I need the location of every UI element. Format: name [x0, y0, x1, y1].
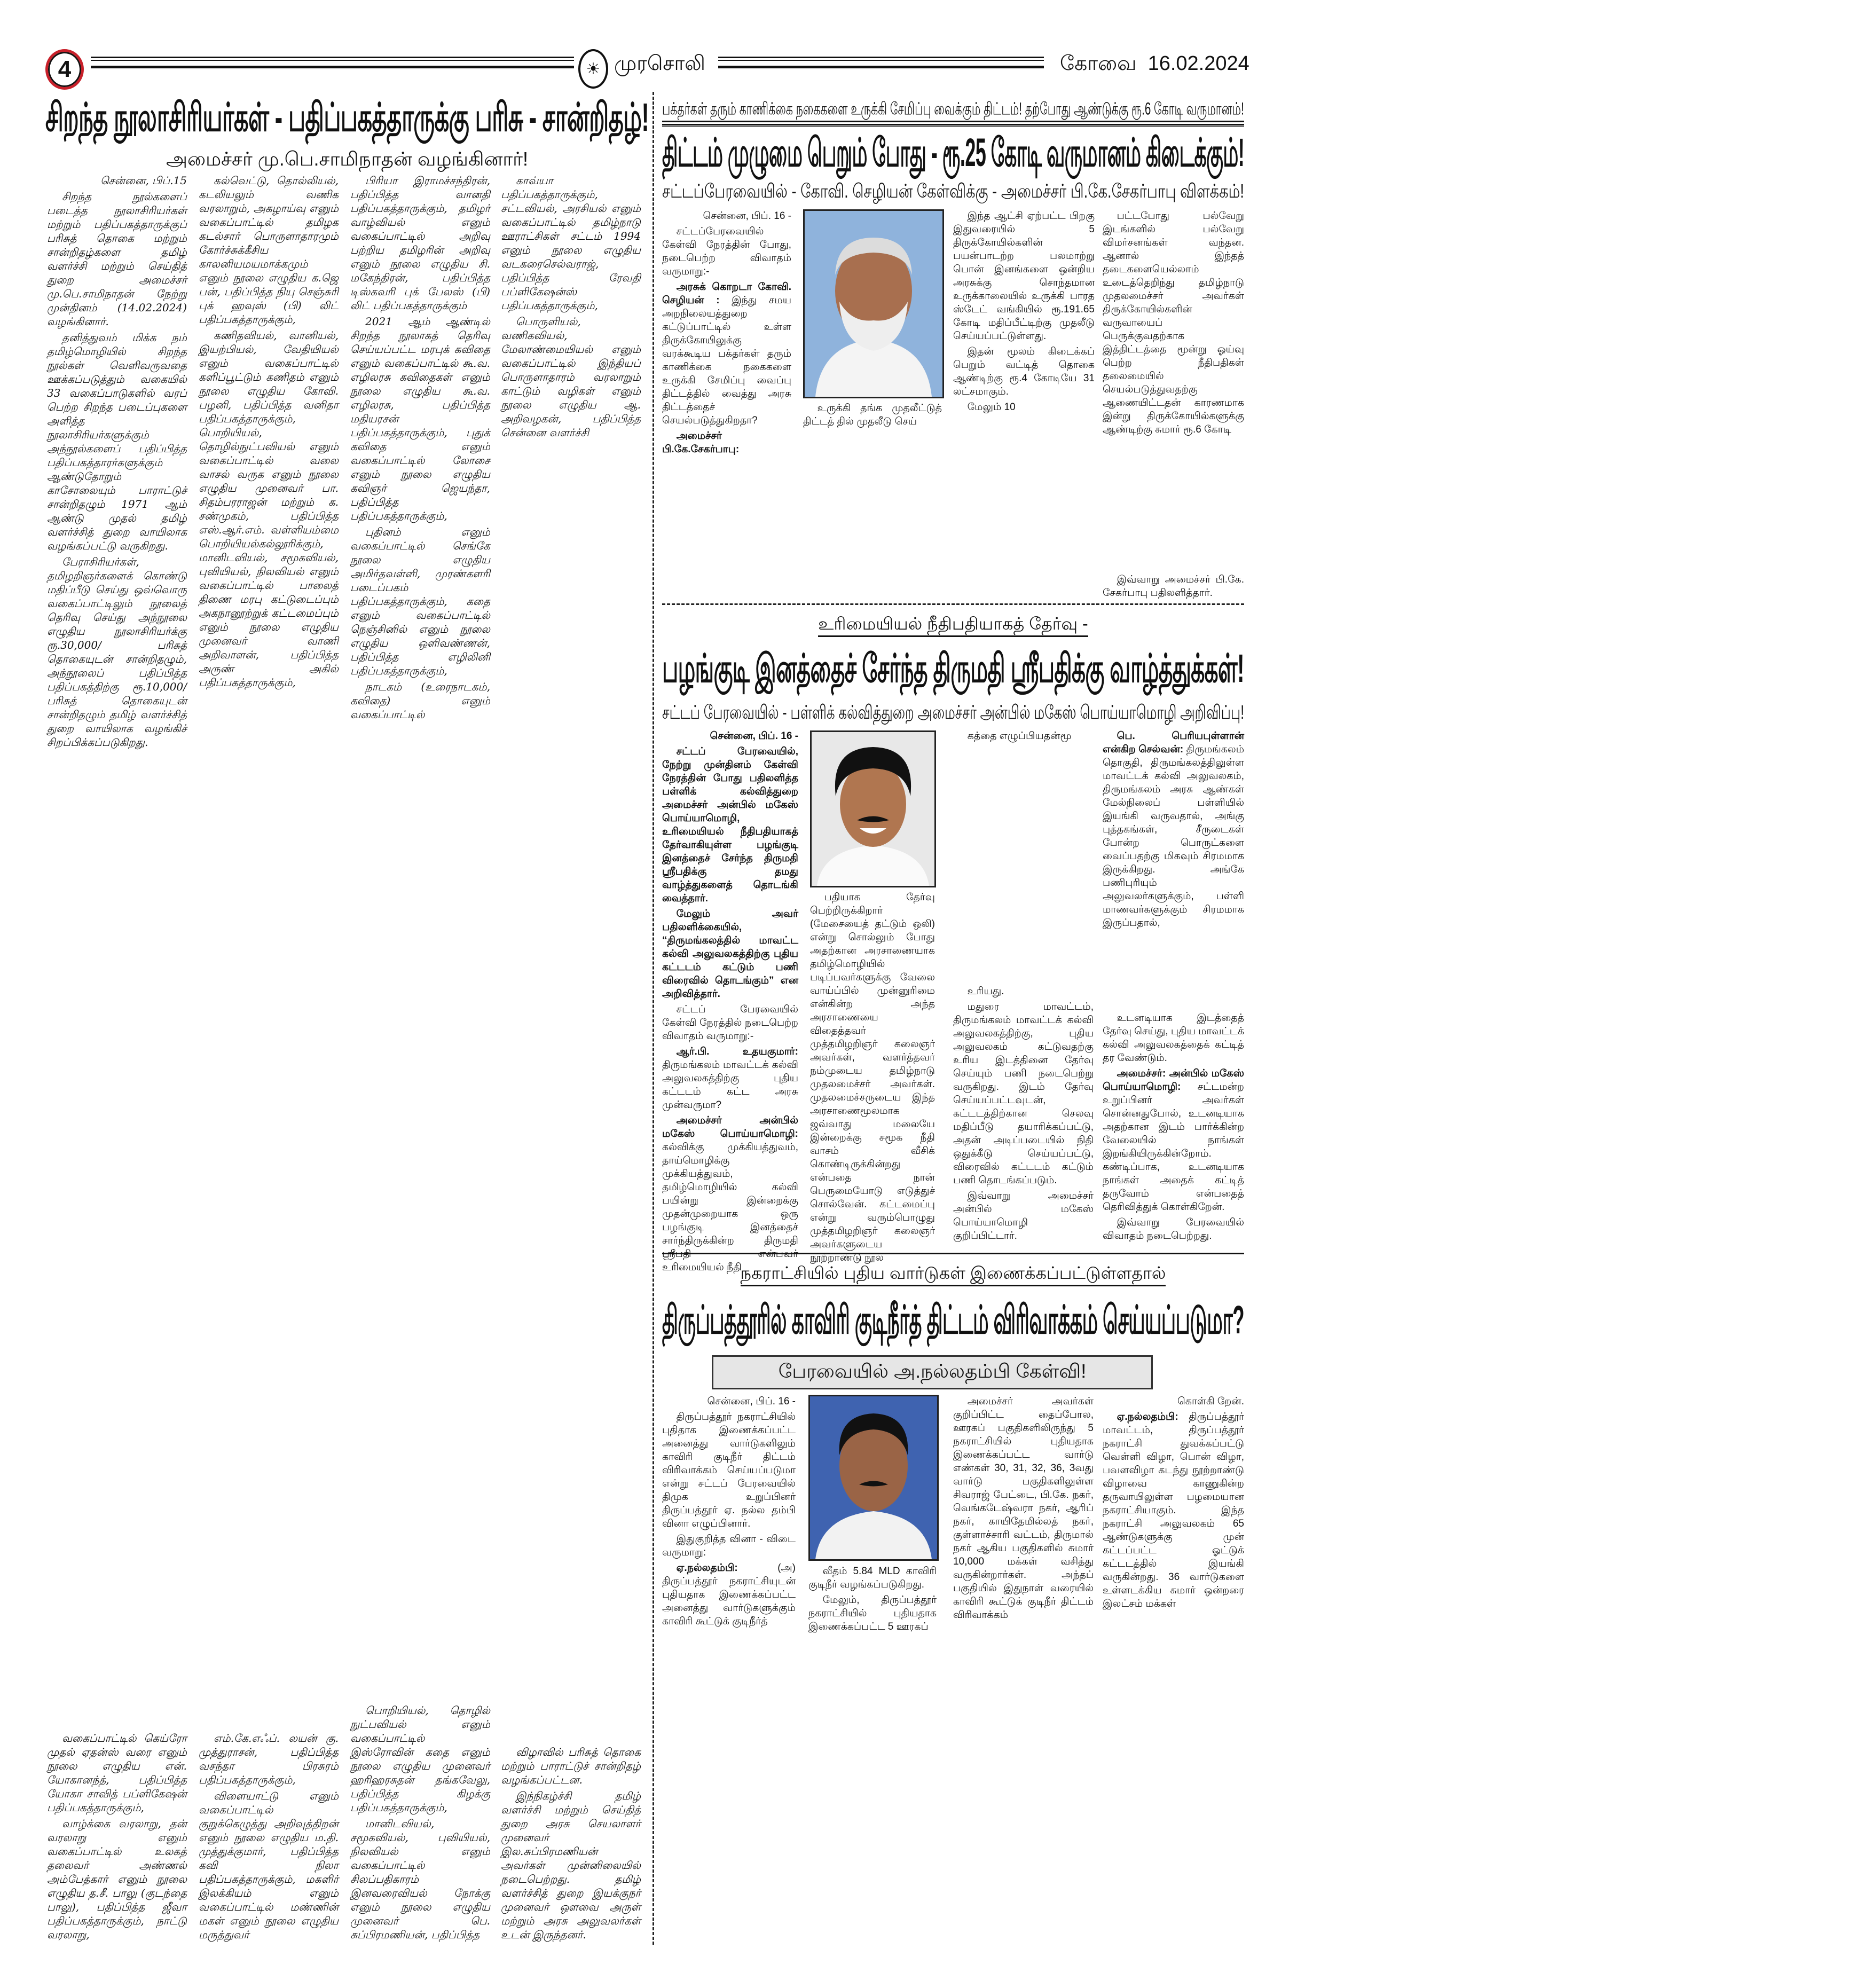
books-subhead: அமைச்சர் மு.பெ.சாமிநாதன் வழங்கினார்!: [166, 148, 528, 170]
paragraph-text: சென்னை, பிப். 16 -: [703, 210, 791, 222]
paragraph-text: மேலும் அவர் பதிலளிக்கையில், “திருமங்கலத்தில் மாவட்ட கல்வி அலுவலகத்திற்கு புதிய கட்டடம் கட்டும் பணி விரைவில் தொடங்கும்” என அறிவித்தார்.: [662, 908, 798, 1000]
paragraph-text: திருமங்கலம் தொகுதி, திருமங்கலத்திலுள்ள மாவட்டக் கல்வி அலுவலகம், திருமங்கலம் அரசு ஆண்கள் மேல்நிலைப் பள்ளியில் இயங்கி வருவதால், அங்கு புத்தகங்கள், சீருடைகள் போன்ற பொருட்களை வைப்பதற்கு மிகவும் சிரமமாக இருக்கிறது. அங்கே பணிபுரியும் அலுவலர்களுக்கும், பள்ளி மாணவர்களுக்கும் சிரமமாக இருப்பதால்,: [1103, 744, 1244, 929]
paper-name: முரசொலி: [614, 52, 705, 75]
paragraph-text: விளையாட்டு எனும் வகைப்பாட்டில் குறுக்கெழுத்து அறிவுத்திறன் எனும் நூலை எழுதிய ம.தி. முத்துக்குமார், பதிப்பித்த கவி நிலா பதிப்பகத்தாருக்கும், மகளிர் இலக்கியம் எனும் வகைப்பாட்டில் மண்ணின் மகள் எனும் நூலை எழுதிய மருத்துவர்: [199, 1789, 339, 1941]
issue-date: 16.02.2024: [1147, 52, 1249, 75]
dateline: [47, 174, 187, 187]
paragraph-text: (அ) திருப்பத்தூர் நகராட்சியுடன் புதியதாக இணைக்கப்பட்ட அனைத்து வார்டுகளுக்கும் காவிரி கூட்டுக் குடிநீர்த்: [662, 1562, 796, 1627]
judge-kicker: உரிமையியல் நீதிபதியாகத் தேர்வு -: [818, 613, 1088, 637]
column-top: [808, 1565, 937, 1636]
paragraph: [953, 1189, 1094, 1243]
water-subhead: பேரவையில் அ.நல்லதம்பி கேள்வி!: [778, 1360, 1087, 1382]
paragraph-text: காவ்யா பதிப்பகத்தாருக்கும், சட்டவியல், அரசியல் எனும் வகைப்பாட்டில் தமிழ்நாடு ஊராட்சிகள் சட்டம் 1994 எனும் நூலை எழுதிய வடகரைசெல்வராஜ், பதிப்பித்த ரேவதி பப்ளிகேஷன்ஸ் பதிப்பகத்தாருக்கும்,: [501, 174, 641, 312]
paragraph: [662, 907, 798, 1001]
paragraph: [1103, 1410, 1244, 1610]
paragraph: [350, 525, 490, 678]
paragraph: [501, 315, 641, 439]
column-bottom: [1103, 573, 1244, 602]
column-top: [953, 1395, 1094, 1624]
column-top: [350, 174, 490, 724]
temple-kicker: பக்தர்கள் தரும் காணிக்கை நகைகளை உருக்கி சேமிப்பு வைக்கும் திட்டம்! தற்போது ஆண்டுக்கு ரூ.6 கோடி வருமானம்!: [662, 98, 1244, 122]
edition-date: [1060, 52, 1249, 78]
paragraph: [1103, 1067, 1244, 1214]
column-top: [662, 209, 791, 458]
paragraph: [1103, 1011, 1244, 1065]
paragraph-text: கத்தை எழுப்பியதன்மூ: [967, 730, 1072, 742]
water-kicker: நகராட்சியில் புதிய வார்டுகள் இணைக்கப்பட்டுள்ளதால்: [741, 1262, 1166, 1286]
paragraph-text: நாடகம் (உரைநாடகம், கவிதை) எனும் வகைப்பாட்டில்: [350, 680, 490, 721]
paragraph: [810, 891, 935, 1264]
paragraph: [350, 315, 490, 523]
paragraph-text: பட்டபோது பல்வேறு இடங்களில் பல்வேறு விமர்சனங்கள் வந்தன. ஆனால் இந்தத் தடைகளையெல்லாம் உடைத்தெறிந்து தமிழ்நாடு முதலமைச்சர் அவர்கள் திருக்கோயில்களின் வருவாயைப் பெருக்குவதற்காக இத்திட்டத்தை மூன்று ஓய்வு பெற்ற நீதிபதிகள் தலைமையில் செயல்படுத்துவதற்கு ஆணையிட்டதன் காரணமாக இன்று திருக்கோயில்களுக்கு ஆண்டிற்கு சுமார் ரூ.6 கோடி: [1103, 210, 1244, 435]
paragraph-text: வகைப்பாட்டில் கெய்ரோ முதல் ஏதன்ஸ் வரை எனும் நூலை எழுதிய என். யோகானந்த், பதிப்பித்த யோகா சாவித் பப்ளிகேஷன் பதிப்பகத்தாருக்கும்,: [47, 1732, 187, 1814]
paragraph-text: இந்நிகழ்ச்சி தமிழ் வளர்ச்சி மற்றும் செய்தித் துறை அரசு செயலாளர் முனைவர் இல.சுப்பிரமணியன் அவர்கள் முன்னிலையில் நடைபெற்றது. தமிழ் வளர்ச்சித் துறை இயக்குநர் முனைவர் ஔவை அருள் மற்றும் அரசு அலுவலர்கள் உடன் இருந்தனர்.: [501, 1789, 641, 1941]
column-bottom: [47, 1731, 187, 1944]
paragraph: [199, 1731, 339, 1787]
judge-subhead-wrap: [662, 701, 1244, 724]
temple-headline-wrap: [662, 127, 1244, 178]
article-column: [953, 1395, 1094, 1945]
paragraph: [953, 400, 1095, 414]
column-top: [47, 174, 187, 751]
paragraph-text: உரியது.: [967, 986, 1004, 997]
paragraph: [501, 174, 641, 312]
paragraph-text: புதினம் எனும் வகைப்பாட்டில் செங்கே நூலை எழுதிய அமிர்தவள்ளி, முரண்களரி படைப்பகம் பதிப்பகத்தாருக்கும், கதை எனும் வகைப்பாட்டில் நெஞ்சினில் எனும் நூலை எழுதிய ஒளிவண்ணன், பதிப்பித்த எழிலினி பதிப்பகத்தாருக்கும்,: [350, 525, 490, 677]
section-divider: [662, 603, 1244, 605]
column-bottom: [199, 1731, 339, 1944]
paragraph-text: திருமங்கலம் மாவட்டக் கல்வி அலுவலகத்திற்கு புதிய கட்டடம் கட்ட அரசு முன்வருமா?: [662, 1059, 798, 1111]
paragraph: [350, 1703, 490, 1814]
temple-kicker-wrap: [662, 98, 1244, 122]
article-column: [808, 1565, 937, 1945]
books-subhead-wrap: [45, 147, 649, 171]
paragraph: [199, 174, 339, 326]
paragraph: [1103, 573, 1244, 600]
column-top: [1103, 209, 1244, 438]
masthead-rule-left: [91, 57, 574, 68]
paragraph: [953, 345, 1095, 398]
column-top: [1103, 1395, 1244, 1613]
paragraph-text: சிறந்த நூல்களைப் படைத்த நூலாசிரியர்கள் மற்றும் பதிப்பகத்தாருக்குப் பரிசுத் தொகை மற்றும் சான்றிதழ்களை தமிழ் வளர்ச்சி மற்றும் செய்தித் துறை அமைச்சர் மு.பெ.சாமிநாதன் நேற்று முன்தினம் (14.02.2024) வழங்கினார்.: [47, 190, 187, 328]
article-column: [1103, 209, 1244, 602]
paragraph-text: இந்த ஆட்சி ஏற்பட்ட பிறகு இதுவரையில் 5 திருக்கோயில்களின் பயன்பாடற்ற பலமாற்று பொன் இனங்களை ஒன்றிய அரசுக்கு சொந்தமான உருக்காலையில் உருக்கி பாரத ஸ்டேட் வங்கியில் ரூ.191.65 கோடி மதிப்பீட்டிற்கு முதலீடு செய்யப்பட்டுள்ளது.: [953, 210, 1095, 342]
dateline: [1103, 1395, 1244, 1408]
paragraph-text: சட்டப் பேரவையில் கேள்வி நேரத்தில் நடைபெற்ற விவாதம் வருமாறு:-: [662, 1004, 798, 1042]
paragraph-text: கணிதவியல், வானியல், இயற்பியல், வேதியியல் எனும் வகைப்பாட்டில் களிப்பூட்டும் கணிதம் எனும் நூலை எழுதிய கோவி. பழனி, பதிப்பித்த வனிதா பதிப்பகத்தாருக்கும், பொறியியல், தொழில்நுட்பவியல் எனும் வகைப்பாட்டில் வலை வாசல் வருக எனும் நூலை எழுதிய முனைவர் பா. சிதம்பரராஜன் மற்றும் க. சண்முகம், பதிப்பித்த எஸ்.ஆர்.எம். வள்ளியம்மை பொறியியல்கல்லூரிக்கும், மானிடவியல், சமூகவியல், புவியியல், நிலவியல் எனும் வகைப்பாட்டில் பாலைத் திணை மரபு கட்டுடைப்பும் அகநானூற்றுக் கட்டமைப்பும் எனும் நூலை எழுதிய முனைவர் வாணி அறிவாளன், பதிப்பித்த அருண் அகில் பதிப்பகத்தாருக்கும்,: [199, 329, 339, 689]
paragraph: [501, 1789, 641, 1942]
speaker-label: ஆர்.பி. உதயகுமார்:: [676, 1046, 798, 1057]
paragraph: [662, 1045, 798, 1112]
paragraph-text: பொறியியல், தொழில் நுட்பவியல் எனும் வகைப்பாட்டில் இஸ்ரோவின் கதை எனும் நூலை எழுதிய முனைவர் ஹரிஹரசுதன் தங்கவேலு, பதிப்பித்த கிழக்கு பதிப்பகத்தாருக்கும்,: [350, 1704, 490, 1814]
section-divider: [662, 1253, 1244, 1254]
column-top: [953, 729, 1094, 745]
article-column: [803, 402, 942, 602]
paragraph: [47, 1731, 187, 1814]
paragraph: [350, 680, 490, 721]
column-top: [953, 209, 1095, 416]
speaker-label: ஏ.நல்லதம்பி:: [676, 1562, 738, 1574]
paragraph-text: கல்விக்கு முக்கியத்துவம், தாய்மொழிக்கு முக்கியத்துவம், தமிழ்மொழியில் கல்வி பயின்று இன்றைக்கு முதன்முறையாக ஒரு பழங்குடி இனத்தைச் சார்ந்திருக்கின்ற திருமதி ஸ்ரீபதி என்பவர் உரிமையியல் நீதி: [662, 1142, 798, 1273]
paragraph: [953, 985, 1094, 998]
paragraph: [803, 402, 942, 428]
paragraph: [953, 209, 1095, 343]
paragraph: [662, 1003, 798, 1043]
photo-nallathambi: [808, 1395, 939, 1561]
article-column: [662, 729, 798, 1273]
paragraph-text: மதுரை மாவட்டம், திருமங்கலம் மாவட்டக் கல்வி அலுவலகத்திற்கு, புதிய அலுவலகம் கட்டுவதற்கு உரிய இடத்தினை தேர்வு செய்யும் பணி நடைபெற்று வருகிறது. இடம் தேர்வு செய்யப்பட்டவுடன், கட்டடத்திற்கான செலவு மதிப்பீடு தயாரிக்கப்பட்டு, அதன் அடிப்படையில் நிதி ஒதுக்கீடு செய்யப்பட்டு, விரைவில் கட்டடம் கட்டும் பணி தொடங்கப்படும்.: [953, 1001, 1094, 1186]
column-top: [1103, 729, 1244, 932]
paragraph-text: திருப்பத்தூர் மாவட்டம், திருப்பத்தூர் நகராட்சி துவக்கப்பட்டு வெள்ளி விழா, பொன் விழா, பவளவிழா கடந்து நூற்றாண்டு விழாவை காணுகின்ற தருவாயிலுள்ள பழமையான நகராட்சியாகும். இந்த நகராட்சி அலுவலகம் 65 ஆண்டுகளுக்கு முன் கட்டப்பட்ட ஓட்டுக் கட்டடத்தில் இயங்கி வருகின்றது. 36 வார்டுகளை உள்ளடக்கிய சுமார் ஒன்றரை இலட்சம் மக்கள்: [1103, 1411, 1244, 1609]
paragraph: [953, 1395, 1094, 1622]
paragraph-text: உருக்கி தங்க முதலீட்டுத் திட்டத் தில் முதலீடு செய்: [803, 403, 942, 427]
speaker-label: பெ. பெரியபுள்ளான் என்கிற செல்வன்:: [1103, 730, 1244, 755]
paragraph-text: பிரியா இராமச்சந்திரன், பதிப்பித்த வானதி பதிப்பகத்தாருக்கும், தமிழர் வாழ்வியல் எனும் வகைப்பாட்டில் அறிவு பற்றிய தமிழரின் அறிவு எனும் நூலை எழுதிய சி. மகேந்திரன், பதிப்பித்த டிஸ்கவரி புக் பேலஸ் (பி) லிட் பதிப்பகத்தாருக்கும்: [350, 174, 490, 312]
paragraph-text: கல்வெட்டு, தொல்லியல், கடலியலும் வணிக வரலாறும், அகழாய்வு எனும் வகைப்பாட்டில் தமிழக கடல்சார் பொருளாதாரமும் கோர்ச்சுக்கீசிய காலனியமயமாக்கமும் எனும் நூலை எழுதிய க.ஜெ பன், பதிப்பித்த நியு செஞ்சுரி புக் ஹவுஸ் (பி) லிட் பதிப்பகத்தாருக்கும்,: [199, 174, 339, 326]
paragraph-text: திருப்பத்தூர் நகராட்சியில் புதிதாக இணைக்கப்பட்ட அனைத்து வார்டுகளிலும் காவிரி குடிநீர் திட்டம் விரிவாக்கம் செய்யப்படுமா என்று சட்டப் பேரவையில் திமுக உறுப்பினர் திருப்பத்தூர் ஏ. நல்ல தம்பி வினா எழுப்பினார்.: [662, 1411, 796, 1529]
temple-subhead-wrap: [662, 179, 1244, 203]
judge-subhead: சட்டப் பேரவையில் - பள்ளிக் கல்வித்துறை அமைச்சர் அன்பில் மகேஸ் பொய்யாமொழி அறிவிப்பு!: [662, 701, 1245, 723]
column-bottom: [501, 1745, 641, 1944]
paragraph-text: சட்டப் பேரவையில், நேற்று முன்தினம் கேள்வி நேரத்தின் போது பதிலளித்த பள்ளிக் கல்வித்துறை அமைச்சர் அன்பில் மகேஸ் பொய்யாமொழி, உரிமையியல் நீதிபதியாகத் தேர்வாகியுள்ள பழங்குடி இனத்தைச் சேர்ந்த திருமதி ஸ்ரீபதிக்கு தமது வாழ்த்துகளைத் தொடங்கி வைத்தார்.: [662, 746, 798, 904]
paragraph-text: சட்டப்பேரவையில் கேள்வி நேரத்தின் போது, நடைபெற்ற விவாதம் வருமாறு:-: [662, 226, 791, 277]
article-column: [501, 174, 641, 1944]
paragraph-text: மேலும் 10: [967, 402, 1016, 413]
paragraph-text: இவ்வாறு பேரவையில் விவாதம் நடைபெற்றது.: [1103, 1217, 1244, 1241]
paragraph-text: இதன் மூலம் கிடைக்கப் பெறும் வட்டித் தொகை ஆண்டிற்கு ரூ.4 கோடியே 31 லட்சமாகும்.: [953, 346, 1095, 397]
water-headline: திருப்பத்தூரில் காவிரி குடிநீர்த் திட்டம் விரிவாக்கம் செய்யப்படுமா?: [662, 1298, 1245, 1342]
column-top: [199, 174, 339, 692]
paragraph-text: இவ்வாறு அமைச்சர் பி.கே. சேகர்பாபு பதிலளித்தார்.: [1103, 574, 1244, 599]
column-top: [803, 402, 942, 430]
paragraph: [199, 1789, 339, 1942]
paragraph-text: விழாவில் பரிசுத் தொகை மற்றும் பாராட்டுச் சான்றிதழ் வழங்கப்பட்டன.: [501, 1746, 641, 1786]
paragraph: [953, 729, 1094, 743]
paragraph: [47, 1817, 187, 1942]
judge-kicker-wrap: [662, 613, 1244, 637]
paragraph-text: பதியாக தேர்வு பெற்றிருக்கிறார் (மேசையைத் தட்டும் ஒலி) என்று சொல்லும் போது அதற்கான அரசாணையாக தமிழ்மொழியில் படிப்பவர்களுக்கு வேலை வாய்ப்பில் முன்னுரிமை என்கின்ற அந்த அரசாணையை விதைத்தவர் முத்தமிழறிஞர் கலைஞர் அவர்கள், வளர்த்தவர் நம்முடைய தமிழ்நாடு முதலமைச்சர் அவர்கள். முதலமைச்சருடைய இந்த அரசாணைமூலமாக ஜவ்வாது மலையே இன்றைக்கு சமூக நீதி வாசம் வீசிக் கொண்டிருக்கின்றது என்பதை நான் பெருமையோடு எடுத்துச் சொல்வேன். கட்டமைப்பு என்று வரும்பொழுது முத்தமிழறிஞர் கலைஞர் அவர்களுடைய நூற்றாண்டு நூல: [810, 892, 935, 1263]
paragraph: [662, 1114, 798, 1274]
dateline: [662, 1395, 796, 1408]
column-divider: [653, 92, 654, 1945]
paragraph-text: 2021 ஆம் ஆண்டில் சிறந்த நூலாகத் தெரிவு செய்யப்பட்ட மரபுக் கவிதை எனும் வகைப்பாட்டில் கூ.வ. எழிலரசு கவிதைகள் எனும் நூலை எழுதிய கூ.வ. எழிலரசு, பதிப்பித்த மதியரசன் பதிப்பகத்தாருக்கும், புதுக் கவிதை எனும் வகைப்பாட்டில் லோசை எனும் நூலை எழுதிய கவிஞர் ஜெயந்தா, பதிப்பித்த பதிப்பகத்தாருக்கும்,: [350, 315, 490, 522]
paragraph: [662, 429, 791, 456]
water-subhead-box: [712, 1355, 1153, 1389]
paragraph-text: வாழ்க்கை வரலாறு, தன் வரலாறு எனும் வகைப்பாட்டில் உலகத் தலைவர் அண்ணல் அம்பேத்கார் எனும் நூலை எழுதிய த.சீ. பாலு (குடந்தை பாலு), பதிப்பித்த ஜீவா பதிப்பகத்தாருக்கும், நாட்டு வரலாறு,: [47, 1817, 187, 1941]
article-column: [953, 729, 1094, 1245]
column-bottom: [350, 1703, 490, 1944]
temple-subhead: சட்டப்பேரவையில் - கோவி. செழியன் கேள்விக்கு - அமைச்சர் பி.கே.சேகர்பாபு விளக்கம்!: [662, 180, 1244, 202]
article-column: [662, 209, 791, 602]
edition: கோவை: [1060, 52, 1137, 75]
paragraph: [199, 328, 339, 689]
water-kicker-wrap: [662, 1262, 1244, 1286]
paragraph: [1103, 729, 1244, 930]
paragraph: [953, 1000, 1094, 1187]
paragraph: [1103, 1216, 1244, 1243]
photo-kovi-chezhiyan: [803, 209, 944, 398]
paragraph: [662, 225, 791, 278]
paragraph: [662, 745, 798, 905]
paragraph: [350, 1817, 490, 1942]
column-bottom: [953, 985, 1094, 1245]
column-top: [662, 1395, 796, 1630]
article-column: [350, 174, 490, 1944]
paragraph-text: பொருளியல், வணிகவியல், மேலாண்மையியல் எனும் வகைப்பாட்டில் இந்தியப் பொருளாதாரம் வரலாறும் காட்டும் வழிகள் எனும் நூலை எழுதிய ஆ. அறிவழகன், பதிப்பித்த சென்னை வளர்ச்சி: [501, 315, 641, 439]
paragraph: [662, 1561, 796, 1628]
dateline: [662, 729, 798, 743]
judge-headline: பழங்குடி இனத்தைச் சேர்ந்த திருமதி ஸ்ரீபதிக்கு வாழ்த்துக்கள்!: [662, 646, 1244, 690]
rising-sun-emblem-icon: ☀: [578, 49, 608, 89]
paragraph-text: மானிடவியல், சமூகவியல், புவியியல், நிலவியல் எனும் வகைப்பாட்டில் சிலப்பதிகாரம் இனவரைவியல் நோக்கு எனும் நூலை எழுதிய முனைவர் பெ. சுப்பிரமணியன், பதிப்பித்த: [350, 1817, 490, 1941]
paragraph-text: சட்டமன்ற உறுப்பினர் அவர்கள் சொன்னதுபோல், உடனடியாக அதற்கான இடம் பார்க்கின்ற வேலையில் நாங்கள் இறங்கியிருக்கின்றோம். கண்டிப்பாக, உடனடியாக நாங்கள் அதைக் கட்டித் தருவோம் என்பதைத் தெரிவித்துக் கொள்கிறேன்.: [1103, 1081, 1244, 1213]
paragraph-text: எம்.கே.எஃப். லயன் கு. முத்துராசன், பதிப்பித்த வசந்தா பிரசுரம் பதிப்பகத்தாருக்கும்,: [199, 1732, 339, 1786]
article-column: [953, 209, 1095, 602]
paragraph: [662, 1410, 796, 1530]
judge-headline-wrap: [662, 643, 1244, 694]
paragraph: [47, 190, 187, 328]
paragraph-text: சென்னை, பிப்.15: [100, 174, 187, 187]
paragraph-text: சென்னை, பிப். 16 -: [707, 1396, 796, 1407]
temple-headline: திட்டம் முழுமை பெறும் போது - ரூ.25 கோடி வருமானம் கிடைக்கும்!: [662, 130, 1245, 175]
speaker-label: ஏ.நல்லதம்பி:: [1117, 1411, 1178, 1423]
paragraph-text: கொள்கி றேன்.: [1177, 1396, 1244, 1407]
paragraph-text: பேராசிரியர்கள், தமிழறிஞர்களைக் கொண்டு மதிப்பீடு செய்து ஒவ்வொரு வகைப்பாட்டிலும் நூலைத் தெரிவு செய்து அந்நூலை எழுதிய நூலாசிரியர்க்கு ரூ.30,000/ பரிசுத் தொகையுடன் சான்றிதழும், அந்நூலைப் பதிப்பித்த பதிப்பகத்திற்கு ரூ.10,000/ பரிசுத் தொகையுடன் சான்றிதழும் தமிழ் வளர்ச்சித் துறை வாயிலாக வழங்கிச் சிறப்பிக்கப்படுகிறது.: [47, 555, 187, 749]
paragraph-text: அமைச்சர் அவர்கள் குறிப்பிட்ட தைப்போல, ஊரகப் பகுதிகளிலிருந்து 5 நகராட்சியில் புதியதாக இணைக்கப்பட்ட வார்டு எண்கள் 30, 31, 32, 36, 3வது வார்டு பகுதிகளிலுள்ள சிவராஜ் பேட்டை, பி.கே. நகர், வெங்கடேஷ்வரா நகர், ஆரிப் நகர், காயிதேமில்லத் நகர், குள்ளாச்சாரி வட்டம், திருமால் நகர் ஆகிய பகுதிகளில் சுமார் 10,000 மக்கள் வசித்து வருகின்றார்கள். அந்தப் பகுதியில் இதுநாள் வரையில் காவிரி கூட்டுக் குடிநீர் திட்டம் விரிவாக்கம்: [953, 1396, 1094, 1621]
masthead-rule-right: [718, 57, 1044, 68]
paragraph: [1103, 209, 1244, 436]
photo-anbil-mahesh: [810, 730, 936, 887]
article-column: [810, 891, 935, 1263]
paragraph: [501, 1745, 641, 1787]
paragraph-text: இவ்வாறு அமைச்சர் அன்பில் மகேஸ் பொய்யாமொழி குறிப்பிட்டார்.: [953, 1190, 1094, 1241]
paragraph: [47, 555, 187, 749]
column-top: [810, 891, 935, 1267]
paragraph: [662, 280, 791, 427]
speaker-label: அமைச்சர்: அன்பில் மகேஸ் பொய்யாமொழி:: [1103, 1068, 1244, 1093]
paragraph: [662, 1533, 796, 1559]
paragraph-text: சென்னை, பிப். 16 -: [710, 730, 798, 742]
article-column: [199, 174, 339, 1944]
speaker-label: அமைச்சர் பி.கே.சேகர்பாபு:: [662, 430, 740, 455]
column-top: [501, 174, 641, 442]
page-number: 4: [45, 49, 84, 90]
speaker-label: அரசுக் கொறடா கோவி. செழியன் :: [662, 281, 791, 306]
water-headline-wrap: [662, 1294, 1244, 1346]
books-headline: சிறந்த நூலாசிரியர்கள் - பதிப்பகத்தாருக்கு பரிசு - சான்றிதழ்!: [45, 95, 649, 139]
article-column: [662, 1395, 796, 1945]
paragraph-text: தனித்துவம் மிக்க நம் தமிழ்மொழியில் சிறந்த நூல்கள் வெளிவருவதை ஊக்கப்படுத்தும் வகையில் 33 வகைப்பாடுகளில் வரப் பெற்ற சிறந்த படைப்புகளை அளித்த நூலாசிரியர்களுக்கும் அந்நூல்களைப் பதிப்பித்த பதிப்பகத்தாரர்களுக்கும் ஆண்டுதோறும் காசோலையும் பாராட்டுச் சான்றிதழும் 1971 ஆம் ஆண்டு முதல் தமிழ் வளர்ச்சித் துறை வாயிலாக வழங்கப்பட்டு வருகிறது.: [47, 331, 187, 552]
books-headline-wrap: [45, 92, 649, 143]
article-column: [47, 174, 187, 1944]
paragraph-text: வீதம் 5.84 MLD காவிரி குடிநீர் வழங்கப்படுகிறது.: [808, 1566, 937, 1590]
article-column: [1103, 1395, 1244, 1945]
column-top: [662, 729, 798, 1276]
paragraph-text: மேலும், திருப்பத்தூர் நகராட்சியில் புதியதாக இணைக்கப்பட்ட 5 ஊரகப்: [808, 1594, 937, 1632]
kicker-rule: [662, 124, 1244, 127]
article-column: [1103, 729, 1244, 1245]
paragraph: [47, 331, 187, 553]
column-bottom: [1103, 1011, 1244, 1245]
paragraph-text: இதுகுறித்த வினா - விடை வருமாறு:: [662, 1534, 796, 1558]
paragraph: [350, 174, 490, 312]
paragraph: [808, 1565, 937, 1591]
speaker-label: அமைச்சர் அன்பில் மகேஸ் பொய்யாமொழி:: [662, 1115, 798, 1140]
paragraph-text: உடனடியாக இடத்தைத் தேர்வு செய்து, புதிய மாவட்டக் கல்வி அலுவலகத்தைக் கட்டித் தர வேண்டும்.: [1103, 1012, 1244, 1064]
paragraph: [808, 1593, 937, 1633]
dateline: [662, 209, 791, 223]
paragraph-text: இந்து சமய அறநிலையத்துறை கட்டுப்பாட்டில் உள்ள திருக்கோயிலுக்கு வரக்கூடிய பக்தர்கள் தரும் காணிக்கை நகைகளை உருக்கி சேமிப்பு வைப்பு திட்டத்தில் வைத்து அரசு திட்டத்தைச் செயல்படுத்துகிறதா?: [662, 295, 791, 426]
